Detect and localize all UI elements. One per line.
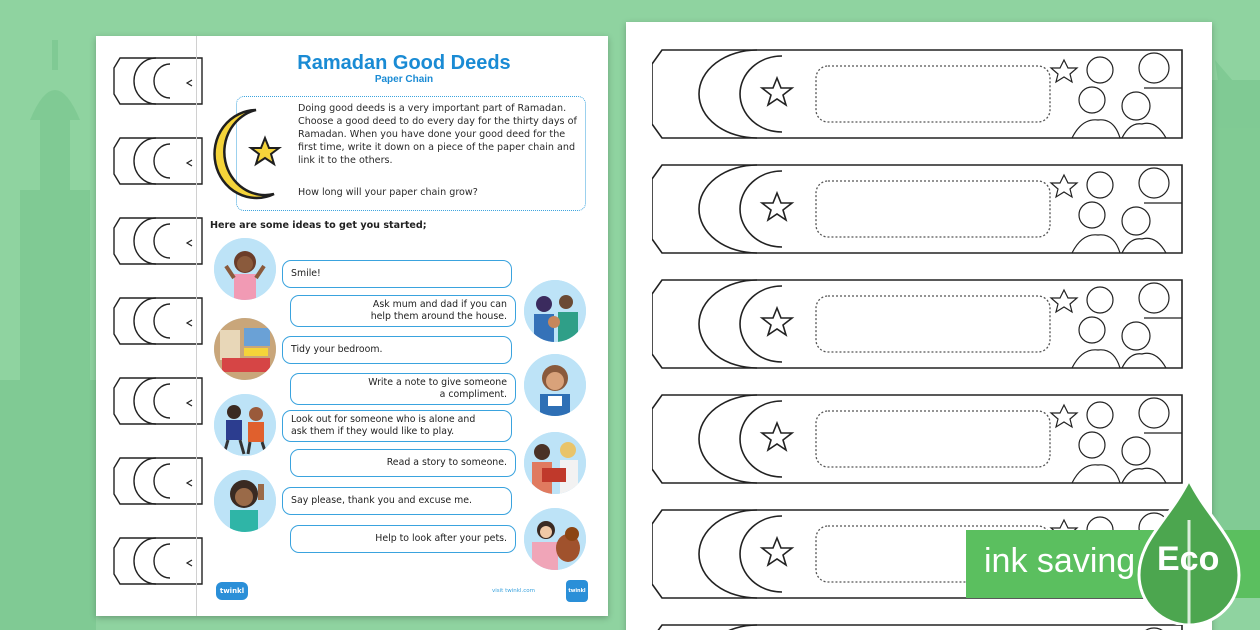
idea-text: Help to look after your pets.: [375, 533, 507, 544]
page-title: Ramadan Good Deeds: [297, 52, 511, 74]
idea-text: a compliment.: [439, 389, 507, 400]
paper-chain-strip: [112, 50, 212, 112]
idea-text: Look out for someone who is alone and: [291, 414, 476, 425]
idea-pill: [290, 295, 516, 327]
eco-word: Eco: [1157, 540, 1220, 578]
avatar-bedroom: [214, 318, 276, 380]
star-icon: [251, 138, 279, 164]
avatar-reading-story: [524, 432, 586, 494]
idea-pill: [290, 373, 516, 405]
paper-chain-strip: [652, 48, 1186, 140]
idea-pill: [282, 487, 512, 515]
avatar-smiling-girl: [214, 238, 276, 300]
avatar-two-children-playing: [214, 394, 276, 456]
ink-saving-label: ink saving: [984, 542, 1136, 580]
idea-text: Write a note to give someone: [368, 377, 507, 388]
column-divider: [196, 36, 197, 616]
footer-url: visit twinkl.com: [492, 588, 535, 594]
paper-chain-strip: [112, 450, 212, 512]
paper-chain-strip: [652, 393, 1186, 485]
idea-pill: [290, 525, 516, 553]
idea-text: help them around the house.: [370, 311, 507, 322]
paper-chain-strip: [652, 623, 1186, 630]
idea-pill: [282, 410, 512, 442]
paper-chain-strip: [652, 163, 1186, 255]
intro-paragraph: Doing good deeds is a very important part of Ramadan. Choose a good deed to do every day for the thirty days of Ramadan. When you have done your good deed for the first time, write it down on a piece of the paper chain and link it to the others.: [298, 103, 577, 166]
avatar-girl-with-note: [524, 354, 586, 416]
crescent-moon-icon: [204, 104, 290, 202]
paper-chain-strip: [112, 370, 212, 432]
idea-pill: [282, 260, 512, 288]
idea-text: Read a story to someone.: [386, 457, 507, 468]
idea-text: ask them if they would like to play.: [291, 426, 455, 437]
avatar-boy-with-dog: [524, 508, 586, 570]
idea-text: Ask mum and dad if you can: [372, 299, 507, 310]
paper-chain-strip: [112, 130, 212, 192]
idea-text: Tidy your bedroom.: [291, 344, 383, 355]
ideas-heading: Here are some ideas to get you started;: [210, 220, 427, 231]
paper-chain-strip: [112, 530, 212, 592]
paper-chain-strip: [112, 290, 212, 352]
idea-pill: [282, 336, 512, 364]
idea-pill: [290, 449, 516, 477]
idea-text: Say please, thank you and excuse me.: [291, 495, 473, 506]
worksheet-page: [96, 36, 608, 616]
twinkl-logo: twinkl: [216, 582, 248, 600]
paper-chain-strip: [652, 278, 1186, 370]
intro-question: How long will your paper chain grow?: [298, 187, 478, 198]
paper-chain-strips-column: [96, 36, 200, 616]
twinkl-badge: twinkl: [566, 580, 588, 602]
paper-chain-strip: [112, 210, 212, 272]
avatar-girl-waving: [214, 470, 276, 532]
avatar-family: [524, 280, 586, 342]
page-subtitle: Paper Chain: [374, 74, 434, 85]
idea-text: Smile!: [291, 268, 321, 279]
